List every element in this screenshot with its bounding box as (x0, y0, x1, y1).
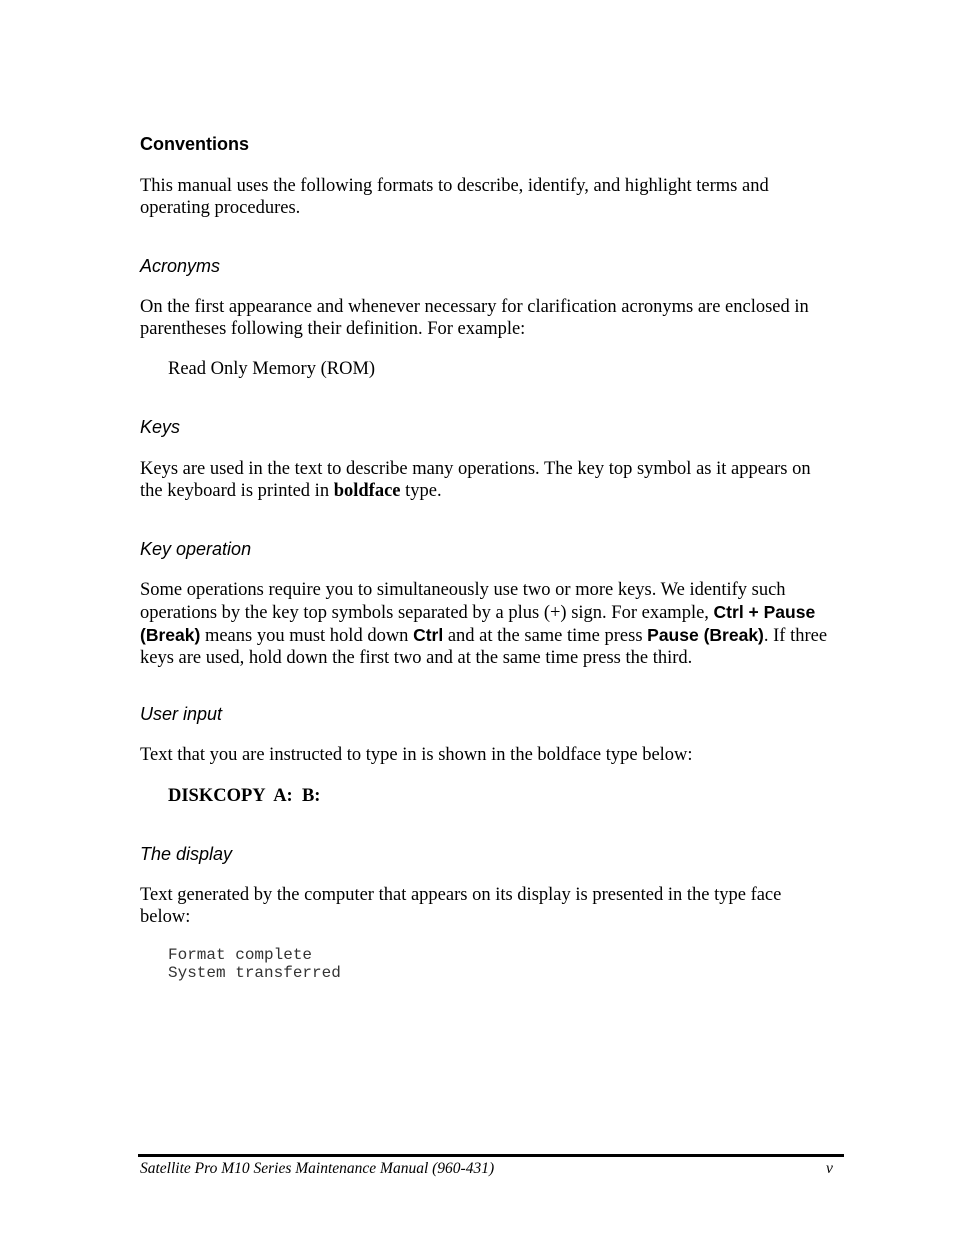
display-example-line-1: Format complete (168, 946, 313, 964)
subheading-the-display: The display (140, 844, 233, 864)
key-operation-body (140, 579, 840, 669)
key-operation-text-3: and at the same time press (443, 626, 648, 646)
key-ctrl: Ctrl (413, 625, 444, 645)
footer-manual-title: Satellite Pro M10 Series Maintenance Manual (960-431) (140, 1160, 495, 1177)
key-operation-text-4: . If three keys are used, hold down the first two and at the same time press the third. (140, 626, 828, 668)
section-heading-conventions: Conventions (140, 134, 250, 154)
acronyms-body: On the first appearance and whenever necessary for clarification acronyms are enclosed in parentheses following their definition. For example: (140, 297, 809, 339)
key-combo-ctrl-pause: Ctrl + Pause (Break) (140, 602, 816, 645)
user-input-example: DISKCOPY A: B: (168, 786, 321, 806)
key-operation-text-2: means you must hold down (200, 626, 414, 646)
user-input-body: Text that you are instructed to type in is shown in the boldface type below: (140, 745, 693, 765)
keys-body (140, 458, 835, 502)
footer-page-number: v (826, 1160, 833, 1177)
keys-body-text-1: Keys are used in the text to describe many operations. The key top symbol as it appears on the keyboard is printed in (140, 459, 811, 501)
display-example-line-2: System transferred (168, 964, 341, 982)
keys-body-boldface: boldface (333, 481, 401, 501)
subheading-key-operation: Key operation (140, 539, 252, 559)
key-pause-break: Pause (Break) (647, 625, 764, 645)
conventions-intro: This manual uses the following formats to describe, identify, and highlight terms and operating procedures. (140, 176, 769, 218)
subheading-keys: Keys (140, 417, 181, 437)
footer-rule (138, 1154, 844, 1157)
acronyms-example: Read Only Memory (ROM) (168, 359, 376, 379)
subheading-user-input: User input (140, 704, 223, 724)
subheading-acronyms: Acronyms (140, 256, 221, 276)
keys-body-text-2: type. (400, 481, 442, 501)
display-body: Text generated by the computer that appears on its display is presented in the type face below: (140, 885, 782, 927)
key-operation-text-1: Some operations require you to simultaneously use two or more keys. We identify such operations by the key top symbols separated by a plus (+) sign. For example, (140, 580, 786, 623)
